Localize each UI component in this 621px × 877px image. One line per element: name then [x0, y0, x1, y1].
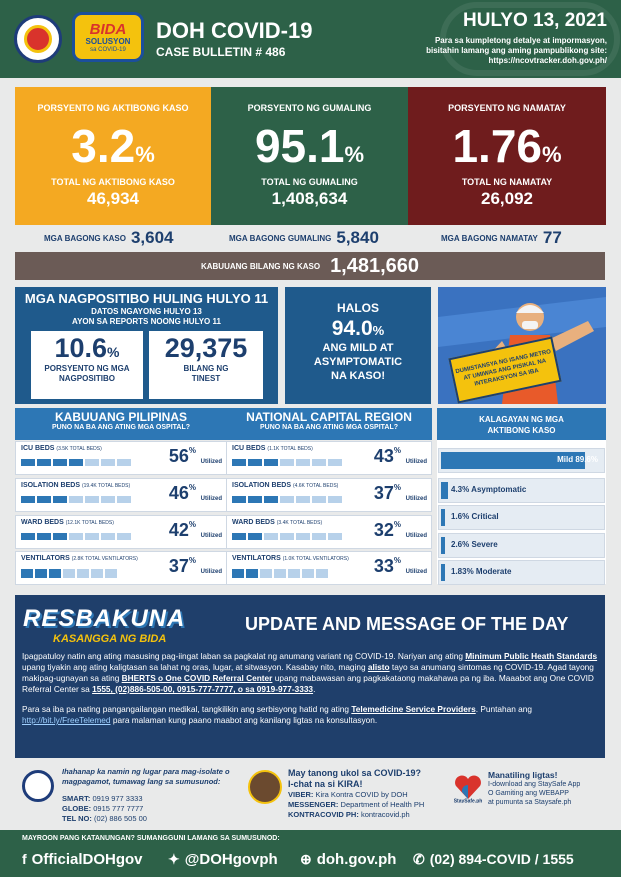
bed-icon [296, 533, 310, 540]
isolation-intro: Ihahanap ka namin ng lugar para mag-isolate o magpagamot, tumawag lang sa sumusunod: [62, 767, 230, 786]
bed-icon [117, 459, 131, 466]
footer-twitter[interactable]: ✦ @DOHgovph [168, 851, 278, 868]
bed-icon [248, 459, 262, 466]
utilization-bars [232, 533, 342, 540]
facebook-icon: f [22, 851, 27, 867]
status-fill-bar [441, 482, 448, 499]
new-deaths: MGA BAGONG NAMATAY 77 [441, 228, 562, 247]
bed-icon [69, 533, 83, 540]
tested-count: 29,375 BILANG NG TINEST [149, 331, 263, 399]
bed-icon [53, 533, 67, 540]
update-message: Ipagpatuloy natin ang ating masusing pag-iingat laban sa pagkalat ng anumang variant ng COVID-19. Nariyan ang ating Minimum Public Heath Standards upang tiyakin ang ating kaligtasan sa lahat ng oras, lugar, at sitwasyon. Kasabay nito, maging alisto tayo sa anumang sintomas ng COVID-19. Agad tayong makipag-ugnayan sa ating BHERTS o One COVID Referral Center upang mabawasan ang pagkakataong makahawa pa ng iba. Maaabot ang One COVID Referral Center sa 1555, (02)886-505-00, 0915-777-7777, o sa 0919-977-3333. Para sa iba pa nating pangangailangan medikal, tangkilikin ang serbisyong hatid ng ating Telemedicine Service Providers. Puntahan ang http://bit.ly/FreeTelemed para malaman kung paano maabot ang kanilang ligtas na konsultasyon. [22, 651, 598, 725]
tile-deaths: PORSYENTO NG NAMATAY 1.76% TOTAL NG NAMATAY 26,092 [408, 87, 606, 225]
one-covid-logo-icon [22, 770, 54, 802]
mild-panel: HALOS 94.0% ANG MILD AT ASYMPTOMATIC NA KASO! [285, 287, 431, 404]
bed-icon [37, 496, 51, 503]
bed-icon [35, 569, 47, 578]
hotline-numbers: SMART: 0919 977 3333 GLOBE: 0915 777 7777 TEL NO: (02) 886 505 00 [62, 794, 147, 823]
bed-icon [101, 496, 115, 503]
status-row [438, 560, 605, 585]
globe-icon: ⊕ [300, 851, 312, 867]
bed-icon [53, 496, 67, 503]
tracker-link[interactable]: https://ncovtracker.doh.gov.ph/ [488, 56, 607, 65]
bed-icon [77, 569, 89, 578]
telemed-link[interactable]: http://bit.ly/FreeTelemed [22, 715, 111, 725]
bed-icon [69, 496, 83, 503]
distancing-illustration: DUMISTANSYA NG ISANG METRO AT UMIWAS ANG PISIKAL NA INTERAKSYON SA IBA [438, 287, 606, 404]
bed-icon [117, 496, 131, 503]
header-note: Para sa kumpletong detalye at impormasyon, bisitahin lamang ang aming pampublikong site: https://ncovtracker.doh.gov.ph/ [397, 36, 607, 66]
bed-icon [53, 459, 67, 466]
new-recovered: MGA BAGONG GUMALING 5,840 [229, 228, 379, 247]
bed-icon [117, 533, 131, 540]
bed-icon [85, 496, 99, 503]
positivity-panel: MGA NAGPOSITIBO HULING HULYO 11 DATOS NGAYONG HULYO 13 AYON SA REPORTS NOONG HULYO 11 10.6% PORSYENTO NG MGA NAGPOSITIBO 29,375 BILANG NG TINEST [15, 287, 278, 404]
bed-icon [280, 533, 294, 540]
bulletin-date: HULYO 13, 2021 [463, 10, 607, 31]
hospital-row: VENTILATORS (1.0K TOTAL VENTILATORS) 33% Utilized [226, 551, 432, 585]
bed-icon [312, 496, 326, 503]
bed-icon [21, 459, 35, 466]
bed-icon [21, 533, 35, 540]
footer-note: MAYROON PANG KATANUNGAN? SUMANGGUNI LAMANG SA SUMUSUNOD: [22, 835, 280, 842]
bed-icon [296, 459, 310, 466]
bed-icon [274, 569, 286, 578]
bed-icon [328, 459, 342, 466]
status-fill-bar [441, 564, 445, 581]
bida-logo: BIDA SOLUSYON sa COVID-19 [72, 12, 144, 62]
hospital-row: VENTILATORS (2.8K TOTAL VENTILATORS) 37% Utilized [15, 551, 227, 585]
bed-icon [37, 533, 51, 540]
status-fill-bar [441, 509, 445, 526]
utilization-bars [21, 533, 131, 540]
bed-icon [260, 569, 272, 578]
bed-icon [246, 569, 258, 578]
positivity-rate: 10.6% PORSYENTO NG MGA NAGPOSITIBO [31, 331, 143, 399]
status-fill-bar [441, 537, 445, 554]
footer-website[interactable]: ⊕ doh.gov.ph [300, 851, 397, 868]
bed-icon [328, 496, 342, 503]
bed-icon [69, 459, 83, 466]
staysafe-info: Manatiling ligtas! I-download ang StaySafe App O Gamiting ang WEBAPP at pumunta sa Staysafe.ph [488, 770, 581, 806]
total-cases-bar: KABUUANG BILANG NG KASO 1,481,660 [15, 252, 605, 280]
panel-ncr-header: NATIONAL CAPITAL REGION PUNO NA BA ANG ATING MGA OSPITAL? [226, 408, 432, 440]
bed-icon [49, 569, 61, 578]
hospital-row: WARD BEDS (3.4K TOTAL BEDS) 32% Utilized [226, 515, 432, 549]
bed-icon [296, 496, 310, 503]
new-cases: MGA BAGONG KASO 3,604 [44, 228, 174, 247]
page-title: DOH COVID-19 [156, 18, 313, 43]
bed-icon [101, 533, 115, 540]
doh-seal-icon [14, 15, 62, 63]
status-row [438, 505, 605, 530]
bed-icon [302, 569, 314, 578]
utilization-bars [21, 459, 131, 466]
hospital-row: ICU BEDS (1.1K TOTAL BEDS) 43% Utilized [226, 441, 432, 475]
bed-icon [264, 533, 278, 540]
bed-icon [312, 533, 326, 540]
status-row [438, 448, 605, 473]
bed-icon [232, 496, 246, 503]
bed-icon [264, 459, 278, 466]
bulletin-number: CASE BULLETIN # 486 [156, 45, 286, 59]
bed-icon [280, 459, 294, 466]
phone-icon: ✆ [413, 851, 425, 867]
bed-icon [312, 459, 326, 466]
hospital-row: ISOLATION BEDS (4.6K TOTAL BEDS) 37% Utilized [226, 478, 432, 512]
staysafe-heart-icon [452, 771, 484, 803]
status-label: 2.6% Severe [451, 540, 498, 549]
panel-ph-header: KABUUANG PILIPINAS PUNO NA BA ANG ATING MGA OSPITAL? [15, 408, 227, 440]
bed-icon [264, 496, 278, 503]
bed-icon [21, 569, 33, 578]
bed-icon [105, 569, 117, 578]
utilization-bars [21, 496, 131, 503]
bed-icon [91, 569, 103, 578]
utilization-bars [232, 459, 342, 466]
status-label: Mild 89.6% [557, 455, 598, 464]
bed-icon [37, 459, 51, 466]
bed-icon [248, 496, 262, 503]
bed-icon [248, 533, 262, 540]
utilization-bars [21, 569, 117, 578]
staysafe-logo-text: StaySafe.ph [453, 798, 483, 803]
twitter-icon: ✦ [168, 851, 180, 867]
tile-active: PORSYENTO NG AKTIBONG KASO 3.2% TOTAL NG AKTIBONG KASO 46,934 [15, 87, 211, 225]
utilization-bars [232, 496, 342, 503]
bed-icon [232, 459, 246, 466]
bed-icon [63, 569, 75, 578]
utilization-bars [232, 569, 328, 578]
update-title: UPDATE AND MESSAGE OF THE DAY [245, 614, 569, 634]
bed-icon [85, 459, 99, 466]
bed-icon [101, 459, 115, 466]
resbakuna-logo: RESBAKUNA KASANGGA NG BIDA [23, 605, 186, 645]
bed-icon [280, 496, 294, 503]
hospital-row: ISOLATION BEDS (19.4K TOTAL BEDS) 46% Utilized [15, 478, 227, 512]
bed-icon [85, 533, 99, 540]
status-row [438, 533, 605, 558]
tile-recovered: PORSYENTO NG GUMALING 95.1% TOTAL NG GUMALING 1,408,634 [211, 87, 408, 225]
bed-icon [288, 569, 300, 578]
status-row [438, 478, 605, 503]
kira-avatar [248, 770, 282, 804]
bed-icon [232, 569, 244, 578]
bed-icon [328, 533, 342, 540]
hospital-row: ICU BEDS (3.5K TOTAL BEDS) 56% Utilized [15, 441, 227, 475]
bed-icon [232, 533, 246, 540]
status-label: 4.3% Asymptomatic [451, 485, 527, 494]
bed-icon [21, 496, 35, 503]
kira-chat-info: May tanong ukol sa COVID-19? I-chat na si KIRA! VIBER: Kira Kontra COVID by DOH MESSENGER: Department of Health PH KONTRACOVID PH: kontracovid.ph [288, 768, 425, 819]
status-label: 1.83% Moderate [451, 567, 512, 576]
hospital-row: WARD BEDS (12.1K TOTAL BEDS) 42% Utilized [15, 515, 227, 549]
active-status-panel: KALAGAYAN NG MGA AKTIBONG KASO Mild 89.6% 4.3% Asymptomatic 1.6% Critical 2.6% Severe 1.83% Moderate [437, 408, 606, 584]
footer-facebook[interactable]: f OfficialDOHgov [22, 851, 143, 868]
footer-phone[interactable]: ✆ (02) 894-COVID / 1555 [413, 851, 574, 867]
bed-icon [316, 569, 328, 578]
status-label: 1.6% Critical [451, 512, 499, 521]
